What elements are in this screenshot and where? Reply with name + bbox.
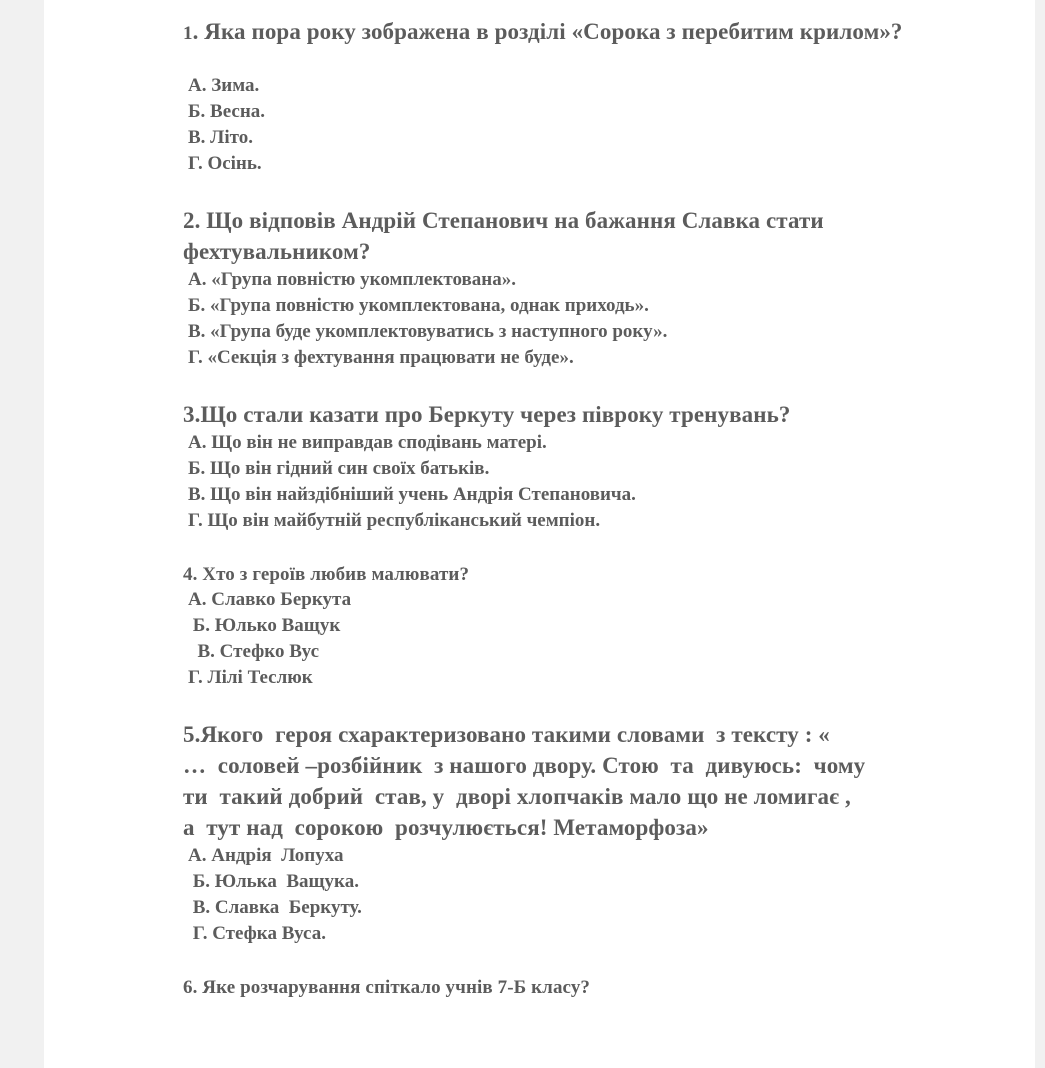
answer-option: Б. Юлько Ващук <box>188 615 341 636</box>
question-5-line: ти такий добрий став, у дворі хлопчаків мало що не ломигає , <box>183 784 851 809</box>
answer-option: А. Що він не виправдав сподівань матері. <box>188 432 547 453</box>
answer-option: В. Славка Беркуту. <box>188 897 362 918</box>
answer-option: В. «Група буде укомплектовуватись з наступного року». <box>188 321 668 342</box>
answer-option: Б. Весна. <box>188 101 266 122</box>
question-3: 3.Що стали казати про Беркуту через півроку тренувань? <box>183 402 791 427</box>
answer-option: А. Зима. <box>188 75 260 96</box>
question-2-options <box>183 267 983 371</box>
answer-option: А. Славко Беркута <box>188 589 352 610</box>
answer-option: Б. Юлька Ващука. <box>188 871 359 892</box>
answer-option: Г. Лілі Теслюк <box>188 667 313 688</box>
answer-option: А. «Група повністю укомплектована». <box>188 269 516 290</box>
document-page <box>44 0 1035 1068</box>
answer-option: Б. Що він гідний син своїх батьків. <box>188 458 490 479</box>
question-5-line: а тут над сорокою розчулюється! Метаморфоза» <box>183 815 709 840</box>
answer-option: Г. Що він майбутній республіканський чемпіон. <box>188 510 601 531</box>
answer-option: В. Що він найздібніший учень Андрія Степановича. <box>188 484 636 505</box>
answer-option: Г. Стефка Вуса. <box>188 923 326 944</box>
question-5-line: 5.Якого героя схарактеризовано такими словами з тексту : « <box>183 722 830 747</box>
question-5-options <box>183 843 983 947</box>
answer-option: Г. «Секція з фехтування працювати не буде». <box>188 347 574 368</box>
answer-option: В. Літо. <box>188 127 253 148</box>
answer-option: Г. Осінь. <box>188 153 262 174</box>
question-1 <box>183 16 983 49</box>
question-3-options <box>183 430 983 534</box>
quiz-content <box>183 16 983 1000</box>
question-1-text: . Яка пора року зображена в розділі «Сорока з перебитим крилом»? <box>192 19 903 44</box>
question-4-options <box>183 587 983 691</box>
answer-option: Б. «Група повністю укомплектована, однак приходь». <box>188 295 649 316</box>
answer-option: В. Стефко Вус <box>188 641 320 662</box>
question-5-line: … соловей –розбійник з нашого двору. Стою та дивуюсь: чому <box>183 753 866 778</box>
question-2: 2. Що відповів Андрій Степанович на бажання Славка стати фехтувальником? <box>183 208 824 264</box>
question-6: 6. Яке розчарування спіткало учнів 7-Б класу? <box>183 977 591 998</box>
question-4: 4. Хто з героїв любив малювати? <box>183 564 470 585</box>
question-1-number: 1 <box>183 23 193 44</box>
question-1-options <box>183 73 983 177</box>
question-5 <box>183 719 983 843</box>
answer-option: А. Андрія Лопуха <box>188 845 344 866</box>
